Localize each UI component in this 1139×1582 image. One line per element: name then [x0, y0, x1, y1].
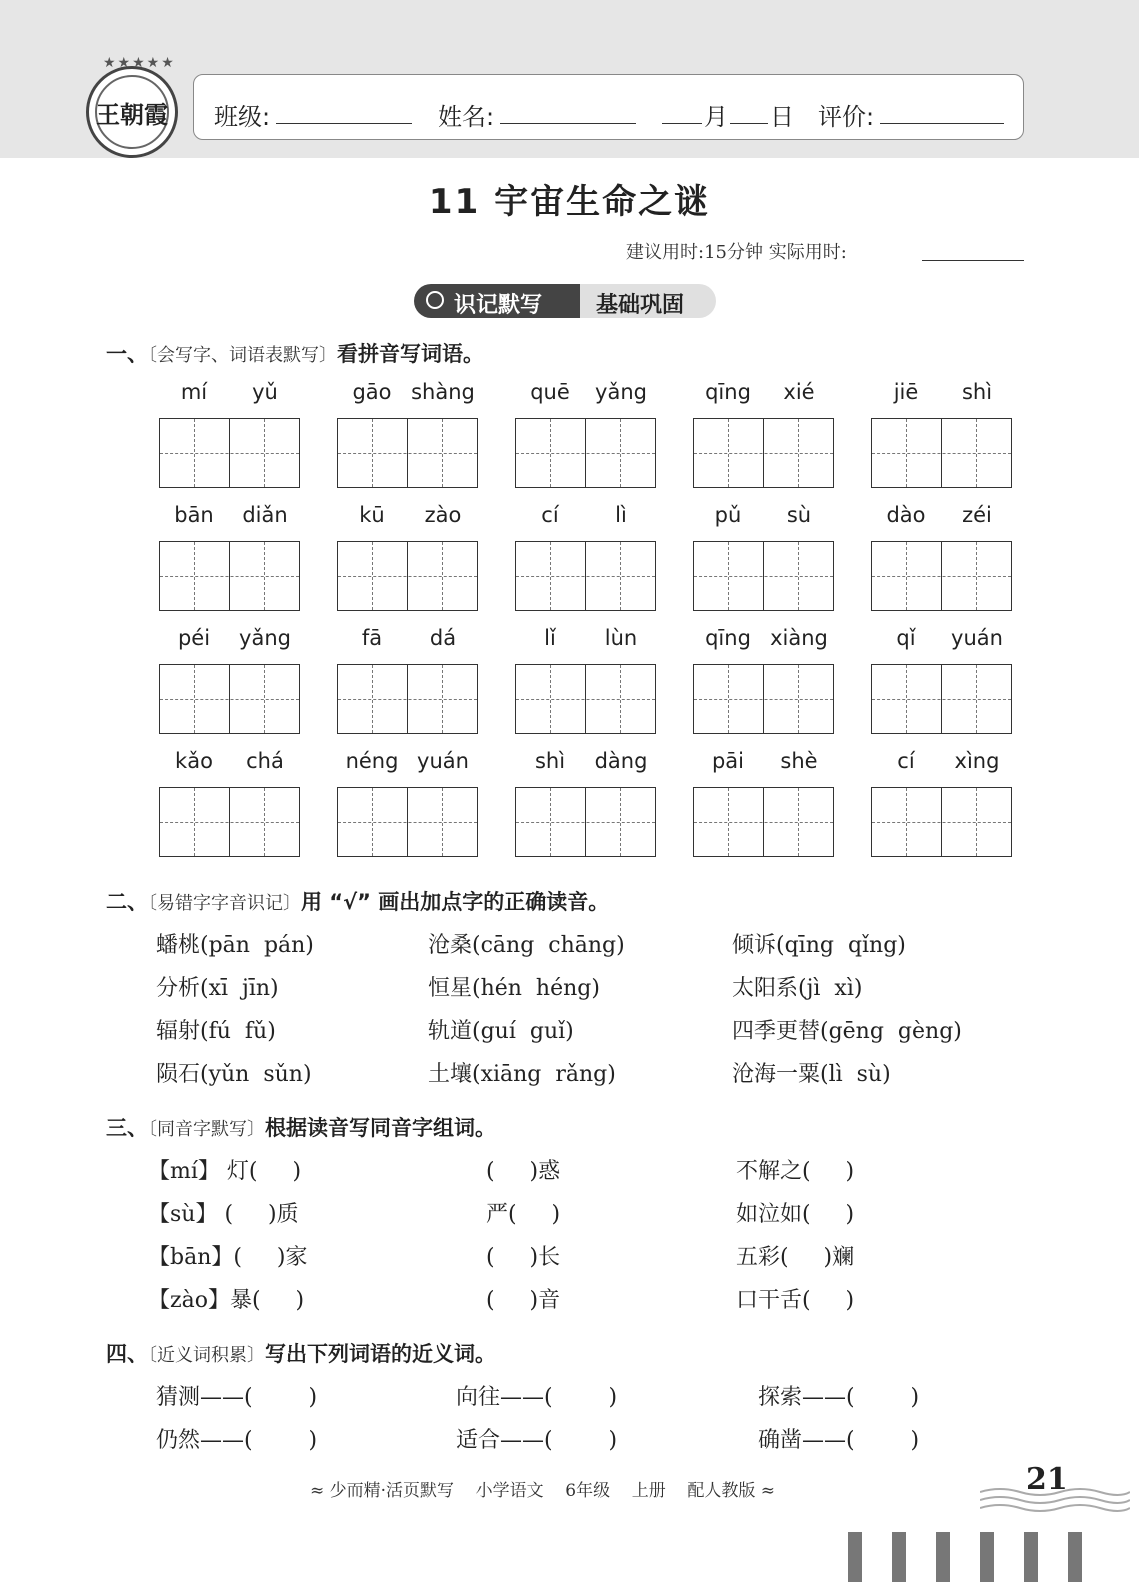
pinyin-syllable: diǎn: [242, 503, 288, 527]
writing-grid[interactable]: [871, 541, 1012, 611]
homophone-item[interactable]: 【sù】 ( )质: [148, 1202, 299, 1227]
wave-decoration: [980, 1484, 1130, 1514]
pronunciation-item[interactable]: 蟠桃(pān pán): [156, 933, 314, 958]
pinyin-syllable: chá: [246, 749, 284, 773]
edge-bar: [1024, 1532, 1038, 1582]
edge-bar: [848, 1532, 862, 1582]
pinyin-syllable: gāo: [352, 380, 392, 404]
pronunciation-item[interactable]: 沧海一粟(lì sù): [732, 1062, 891, 1087]
pronunciation-item[interactable]: 倾诉(qīng qǐng): [732, 933, 906, 958]
pronunciation-item[interactable]: 分析(xī jīn): [156, 976, 279, 1001]
pinyin-syllable: cí: [897, 749, 915, 773]
synonym-item[interactable]: 确凿——( ): [758, 1428, 920, 1453]
pinyin-syllable: lùn: [604, 626, 638, 650]
pinyin-syllable: quē: [530, 380, 570, 404]
pinyin-syllable: péi: [177, 626, 211, 650]
stars-icon: ★★★★★: [103, 55, 176, 71]
pronunciation-item[interactable]: 土壤(xiāng rǎng): [428, 1062, 616, 1087]
pinyin-syllable: pǔ: [714, 503, 742, 527]
pronunciation-item[interactable]: 辐射(fú fǔ): [156, 1019, 276, 1044]
writing-grid[interactable]: [515, 787, 656, 857]
pinyin-syllable: lǐ: [544, 626, 556, 650]
synonym-item[interactable]: 适合——( ): [456, 1428, 618, 1453]
name-field[interactable]: [500, 123, 636, 124]
homophone-item[interactable]: 【zào】暴( ): [148, 1288, 305, 1313]
synonym-item[interactable]: 向往——( ): [456, 1385, 618, 1410]
page-title: 11 宇宙生命之谜: [428, 182, 711, 222]
page-number: 21: [1026, 1462, 1068, 1497]
homophone-item[interactable]: ( )惑: [486, 1159, 561, 1184]
writing-grid[interactable]: [693, 664, 834, 734]
pinyin-syllable: yǎng: [239, 626, 291, 650]
section-banner: 识记默写 基础巩固: [414, 284, 716, 318]
writing-grid[interactable]: [159, 664, 300, 734]
pinyin-syllable: jiē: [893, 380, 919, 404]
pinyin-syllable: dào: [886, 503, 926, 527]
pinyin-syllable: zào: [424, 503, 462, 527]
eval-field[interactable]: [880, 123, 1004, 124]
pinyin-syllable: shàng: [411, 380, 475, 404]
writing-grid[interactable]: [693, 418, 834, 488]
pinyin-syllable: yuán: [951, 626, 1003, 650]
writing-grid[interactable]: [159, 541, 300, 611]
writing-grid[interactable]: [337, 541, 478, 611]
month-field[interactable]: [662, 123, 702, 124]
time-hint: 建议用时:15分钟 实际用时:: [626, 242, 847, 263]
pronunciation-item[interactable]: 沧桑(cāng chāng): [428, 933, 625, 958]
homophone-item[interactable]: 【bān】( )家: [148, 1245, 308, 1270]
writing-grid[interactable]: [871, 787, 1012, 857]
pronunciation-item[interactable]: 恒星(hén héng): [428, 976, 600, 1001]
homophone-item[interactable]: 不解之( ): [736, 1159, 855, 1184]
footer-text: ≈ 少而精·活页默写 小学语文 6年级 上册 配人教版 ≈: [310, 1481, 775, 1501]
pinyin-syllable: xiàng: [770, 626, 828, 650]
pronunciation-item[interactable]: 太阳系(jì xì): [732, 976, 863, 1001]
edge-bar: [936, 1532, 950, 1582]
section-3-heading: 三、〔同音字默写〕根据读音写同音字组词。: [106, 1116, 496, 1140]
class-field[interactable]: [276, 123, 412, 124]
writing-grid[interactable]: [337, 418, 478, 488]
writing-grid[interactable]: [515, 541, 656, 611]
writing-grid[interactable]: [515, 418, 656, 488]
pinyin-syllable: mí: [180, 380, 208, 404]
pinyin-syllable: dàng: [594, 749, 648, 773]
pinyin-syllable: qīng: [705, 380, 751, 404]
edge-bar: [1068, 1532, 1082, 1582]
homophone-item[interactable]: 口干舌( ): [736, 1288, 855, 1313]
synonym-item[interactable]: 探索——( ): [758, 1385, 920, 1410]
name-label: 姓名:: [438, 103, 495, 131]
pinyin-syllable: xié: [783, 380, 815, 404]
eval-label: 评价:: [818, 103, 875, 131]
writing-grid[interactable]: [337, 664, 478, 734]
day-field[interactable]: [730, 123, 768, 124]
student-info-box: [193, 74, 1024, 140]
medal-icon: [426, 291, 444, 309]
pinyin-syllable: shì: [534, 749, 566, 773]
homophone-item[interactable]: ( )长: [486, 1245, 561, 1270]
edge-bar: [892, 1532, 906, 1582]
writing-grid[interactable]: [693, 541, 834, 611]
section-1-heading: 一、〔会写字、词语表默写〕看拼音写词语。: [106, 342, 484, 366]
section-4-heading: 四、〔近义词积累〕写出下列词语的近义词。: [106, 1342, 496, 1366]
month-label: 月: [704, 103, 728, 131]
pinyin-syllable: qīng: [705, 626, 751, 650]
pinyin-syllable: shì: [961, 380, 993, 404]
homophone-item[interactable]: ( )音: [486, 1288, 561, 1313]
pinyin-syllable: lì: [615, 503, 627, 527]
class-label: 班级:: [214, 103, 271, 131]
synonym-item[interactable]: 猜测——( ): [156, 1385, 318, 1410]
pinyin-syllable: yǎng: [595, 380, 647, 404]
pinyin-syllable: fā: [361, 626, 383, 650]
synonym-item[interactable]: 仍然——( ): [156, 1428, 318, 1453]
writing-grid[interactable]: [515, 664, 656, 734]
writing-grid[interactable]: [159, 418, 300, 488]
writing-grid[interactable]: [337, 787, 478, 857]
pinyin-syllable: xìng: [954, 749, 1000, 773]
pronunciation-item[interactable]: 陨石(yǔn sǔn): [156, 1062, 312, 1087]
pinyin-syllable: yuán: [417, 749, 469, 773]
homophone-item[interactable]: 如泣如( ): [736, 1202, 855, 1227]
writing-grid[interactable]: [871, 418, 1012, 488]
pinyin-syllable: yǔ: [252, 380, 278, 404]
pinyin-syllable: shè: [780, 749, 818, 773]
publisher-logo: ★★★★★ 王朝霞: [86, 66, 178, 158]
pinyin-syllable: kǎo: [175, 749, 213, 773]
pinyin-syllable: pāi: [711, 749, 745, 773]
pronunciation-item[interactable]: 四季更替(gēng gèng): [732, 1019, 962, 1044]
pinyin-syllable: bān: [174, 503, 214, 527]
actual-time-field[interactable]: [922, 260, 1024, 261]
homophone-item[interactable]: 五彩( )斓: [736, 1245, 855, 1270]
writing-grid[interactable]: [159, 787, 300, 857]
pinyin-syllable: zéi: [962, 503, 992, 527]
homophone-item[interactable]: 严( ): [486, 1202, 561, 1227]
edge-bar: [980, 1532, 994, 1582]
section-2-heading: 二、〔易错字字音识记〕用 “√” 画出加点字的正确读音。: [106, 890, 610, 914]
day-label: 日: [770, 103, 794, 131]
pronunciation-item[interactable]: 轨道(guí guǐ): [428, 1019, 574, 1044]
pinyin-syllable: dá: [429, 626, 457, 650]
homophone-item[interactable]: 【mí】 灯( ): [148, 1159, 302, 1184]
writing-grid[interactable]: [871, 664, 1012, 734]
pinyin-syllable: kū: [359, 503, 385, 527]
writing-grid[interactable]: [693, 787, 834, 857]
pinyin-syllable: qǐ: [896, 626, 916, 650]
pinyin-syllable: sù: [786, 503, 812, 527]
pinyin-syllable: néng: [345, 749, 399, 773]
pinyin-syllable: cí: [541, 503, 559, 527]
